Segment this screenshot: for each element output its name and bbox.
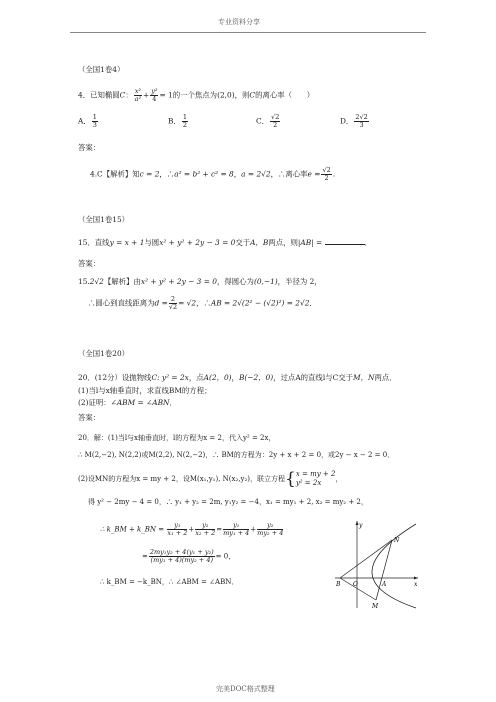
label-n: N — [394, 537, 400, 544]
q20-solution-line4: 得 y² − 2my − 4 = 0，∴ y₁ + y₂ = 2m, y₁y₂ = −4，x₁ = my₁ + 2, x₂ = my₂ + 2， — [88, 498, 368, 506]
q20-solution-line1: 20．解：(1)当l与x轴垂直时，l的方程为x = 2，代入y² = 2x， — [78, 434, 276, 442]
q4-frac-x: $\frac{\text{x²}}{\text{a²}}$ — [134, 87, 142, 103]
q15-solution-line1: 15.2√2【解析】由x² + y² + 2y − 3 = 0，得圆心为(0,−1)，半径为 2， — [78, 277, 322, 286]
q4-option-b: B． $\frac{1}{2}$ — [168, 113, 187, 129]
label-m: M — [372, 603, 379, 610]
q15-stem: 15．直线y = x + 1与圆x² + y² + 2y − 3 = 0交于A，B两点，则|AB| = ． — [78, 238, 372, 247]
line-bm — [340, 578, 376, 600]
q4-stem-end: 的离心率（ ） — [255, 90, 315, 100]
q20-source: （全国1卷20） — [78, 349, 130, 358]
q4-option-c: C． $\frac{√2}{2}$ — [256, 113, 280, 129]
label-y: y — [359, 522, 363, 529]
q20-solution-line2: ∴ M(2,−2), N(2,2)或M(2,2), N(2,−2)，∴ BM的方程为：2y + x + 2 = 0，或2y − x − 2 = 0． — [78, 451, 395, 459]
q4-stem-suffix: ，则 — [234, 90, 250, 100]
q15-source: （全国1卷15） — [78, 215, 130, 224]
page-footer: 完美DOC格式整理 — [216, 685, 275, 693]
x-axis-arrow — [414, 577, 418, 580]
q4-stem-prefix: 4．已知椭圆 — [78, 90, 120, 100]
q4-focus-point: (2,0) — [217, 90, 235, 100]
q15-answer-label: 答案： — [78, 259, 101, 268]
label-b: B — [336, 581, 341, 588]
q4-stem-eq-tail: = 1的一个焦点为 — [159, 90, 218, 100]
q20-solution-line7: ∴ k_BM = −k_BN，∴ ∠ABM = ∠ABN． — [100, 578, 239, 586]
q20-solution-line5: ∴ k_BM + k_BN = $\frac{\text{y₁}}{\text{x₁ + 2}}$ + $\frac{\text{y₂}}{\text{x₂ + 2}}$ = $\frac{\text{y₁}}{\text{my₁ + 4}}$ + $\frac{\text{y₂}}{\text{my₂ + 4}}$ — [100, 521, 284, 537]
label-a: A — [382, 581, 387, 588]
q4-option-a: A． $\frac{1}{3}$ — [78, 113, 97, 129]
q4-answer-label: 答案： — [78, 143, 101, 152]
q4-stem-c2: C — [249, 90, 256, 100]
q20-stem-line1: 20．(12分）设抛物线C: y² = 2x，点A(2，0)，B(−2，0)，过点A的直线l与C交于M，N两点． — [78, 373, 397, 382]
q15-solution-line2: ∴圆心到直线距离为d = $\frac{2}{√2}$ = √2，∴AB = 2√(2² − (√2)²) = 2√2． — [88, 295, 317, 311]
q20-solution-line6: = $\frac{\text{2my₁y₂ + 4(y₁ + y₂)}}{\text{(my₁ + 4)(my₂ + 4)}}$ = 0， — [142, 548, 236, 564]
q4-stem-c: C — [119, 90, 126, 100]
q20-stem-line3: (2)证明：∠ABM = ∠ABN． — [78, 398, 177, 407]
q20-solution-line3: (2)设MN的方程为x = my + 2，设M(x₁,y₁), N(x₂,y₂)，联立方程{ x = my + 2 y² = 2x ， — [78, 469, 343, 489]
q4-frac-y: $\frac{\text{y²}}{4}$ — [151, 87, 158, 103]
page-header: 专业资料分享 — [218, 18, 260, 26]
q4-source: （全国1卷4） — [78, 65, 125, 74]
q15-answer-blank — [325, 237, 365, 245]
q4-stem: 4．已知椭圆C： $\frac{\text{x²}}{\text{a²}}$ + $\frac{\text{y²}}{4}$ = 1的一个焦点为(2,0)，则C的离心率（ ） — [78, 87, 315, 103]
label-o: O — [353, 581, 358, 588]
line-bn — [340, 540, 392, 578]
label-x: x — [414, 581, 418, 588]
q20-stem-line2: (1)当l与x轴垂直时，求直线BM的方程； — [78, 386, 212, 395]
header-rule — [70, 32, 426, 33]
q4-option-d: D． $\frac{2√2}{3}$ — [340, 113, 368, 129]
q4-solution: 4.C【解析】知c = 2，∴a² = b² + c² = 8，a = 2√2，∴离心率e = $\frac{√2}{2}$ . — [90, 166, 336, 182]
q20-answer-label: 答案： — [78, 413, 101, 422]
parabola-figure — [330, 518, 420, 610]
